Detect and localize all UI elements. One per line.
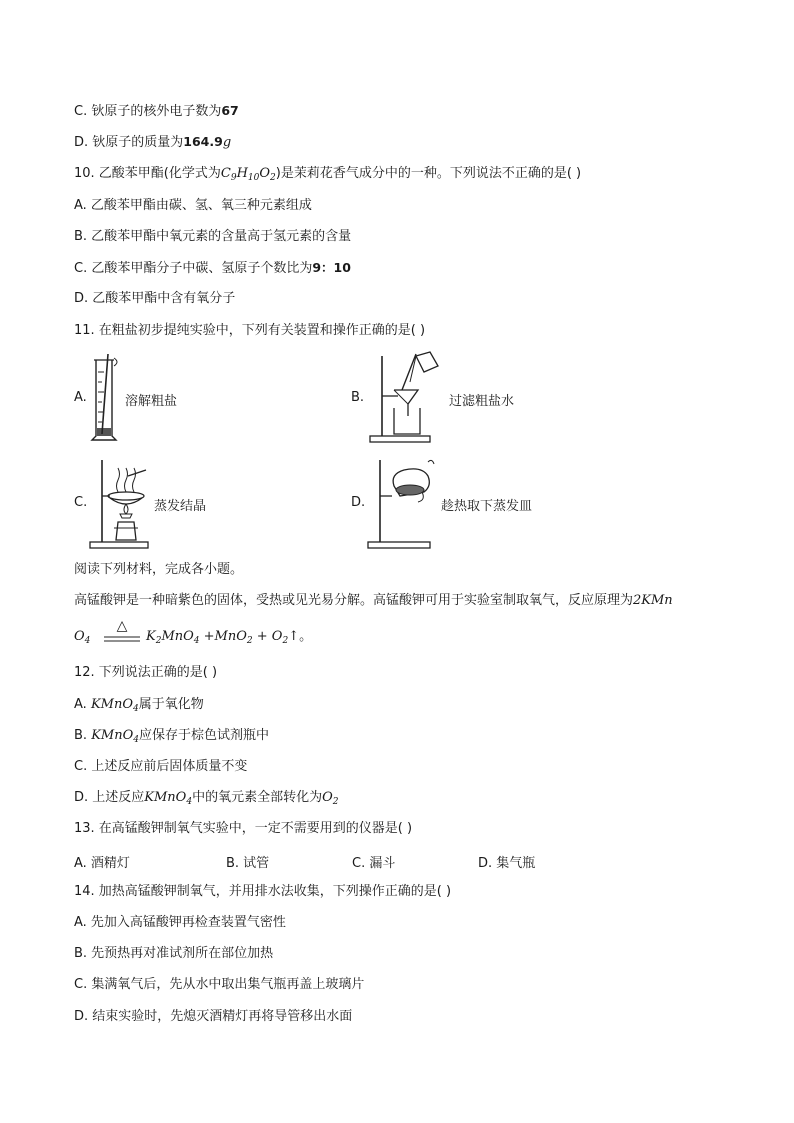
q10-option-b: B. 乙酸苯甲酯中氧元素的含量高于氢元素的含量	[74, 229, 352, 244]
q14-option-b: B. 先预热再对准试剂所在部位加热	[74, 946, 274, 961]
hand-evaporating-dish-icon	[366, 456, 438, 552]
q13-option-c: C. 漏斗	[352, 856, 396, 871]
q14-option-c: C. 集满氧气后，先从水中取出集气瓶再盖上玻璃片	[74, 977, 365, 992]
reading-intro: 阅读下列材料，完成各小题。	[74, 562, 244, 577]
q12-option-c: C. 上述反应前后固体质量不变	[74, 759, 248, 774]
q9-option-d: D. 钬原子的质量为164.9g	[74, 134, 232, 150]
q11-option-d-letter: D.	[351, 495, 366, 510]
q11-option-b-letter: B.	[351, 390, 365, 405]
q13-option-a: A. 酒精灯	[74, 856, 130, 871]
graduated-cylinder-icon	[88, 352, 124, 444]
q10-option-c: C. 乙酸苯甲酯分子中碳、氢原子个数比为9：10	[74, 260, 351, 276]
q13-stem: 13. 在高锰酸钾制氧气实验中，一定不需要用到的仪器是( )	[74, 821, 413, 836]
reading-material: 高锰酸钾是一种暗紫色的固体，受热或见光易分解。高锰酸钾可用于实验室制取氧气，反应原理为2KMn	[74, 593, 673, 608]
q12-stem: 12. 下列说法正确的是( )	[74, 665, 218, 680]
q11-option-a-caption: 溶解粗盐	[125, 394, 178, 409]
q11-option-c-letter: C.	[74, 495, 88, 510]
filtration-apparatus-icon	[366, 350, 446, 446]
q12-option-b: B. KMnO$_4$应保存于棕色试剂瓶中	[74, 728, 269, 745]
q10-option-a: A. 乙酸苯甲酯由碳、氢、氧三种元素组成	[74, 198, 312, 213]
q11-option-a-letter: A.	[74, 390, 87, 405]
q10-stem: 10. 乙酸苯甲酯(化学式为$C_9H_{10}O_2$)是茉莉花香气成分中的一种。下列说法不正确的是( )	[74, 166, 582, 183]
q12-option-d: D. 上述反应KMnO$_4$中的氧元素全部转化为$O_2$	[74, 790, 339, 807]
reaction-products: $K_2MnO_4 +MnO_2$ + $O_2↑$。	[146, 629, 313, 646]
evaporation-apparatus-icon	[88, 456, 154, 552]
q14-stem: 14. 加热高锰酸钾制氧气，并用排水法收集，下列操作正确的是( )	[74, 884, 452, 899]
q13-option-d: D. 集气瓶	[478, 856, 536, 871]
q9-option-c: C. 钬原子的核外电子数为67	[74, 103, 239, 119]
q12-option-a: A. KMnO$_4$属于氧化物	[74, 697, 204, 714]
reaction-equation: $O_4$	[74, 629, 91, 646]
q10-formula: $C_9H_{10}O_2$	[220, 166, 276, 183]
q11-option-b-caption: 过滤粗盐水	[449, 394, 515, 409]
q11-option-c-caption: 蒸发结晶	[154, 499, 207, 514]
equals-double-line	[104, 636, 140, 642]
q14-option-a: A. 先加入高锰酸钾再检查装置气密性	[74, 915, 286, 930]
q13-option-b: B. 试管	[226, 856, 270, 871]
q11-option-d-caption: 趁热取下蒸发皿	[441, 499, 533, 514]
q10-option-d: D. 乙酸苯甲酯中含有氧分子	[74, 291, 236, 306]
q14-option-d: D. 结束实验时，先熄灭酒精灯再将导管移出水面	[74, 1009, 353, 1024]
heat-condition-symbol: △	[116, 618, 128, 634]
q11-stem: 11. 在粗盐初步提纯实验中，下列有关装置和操作正确的是( )	[74, 323, 426, 338]
